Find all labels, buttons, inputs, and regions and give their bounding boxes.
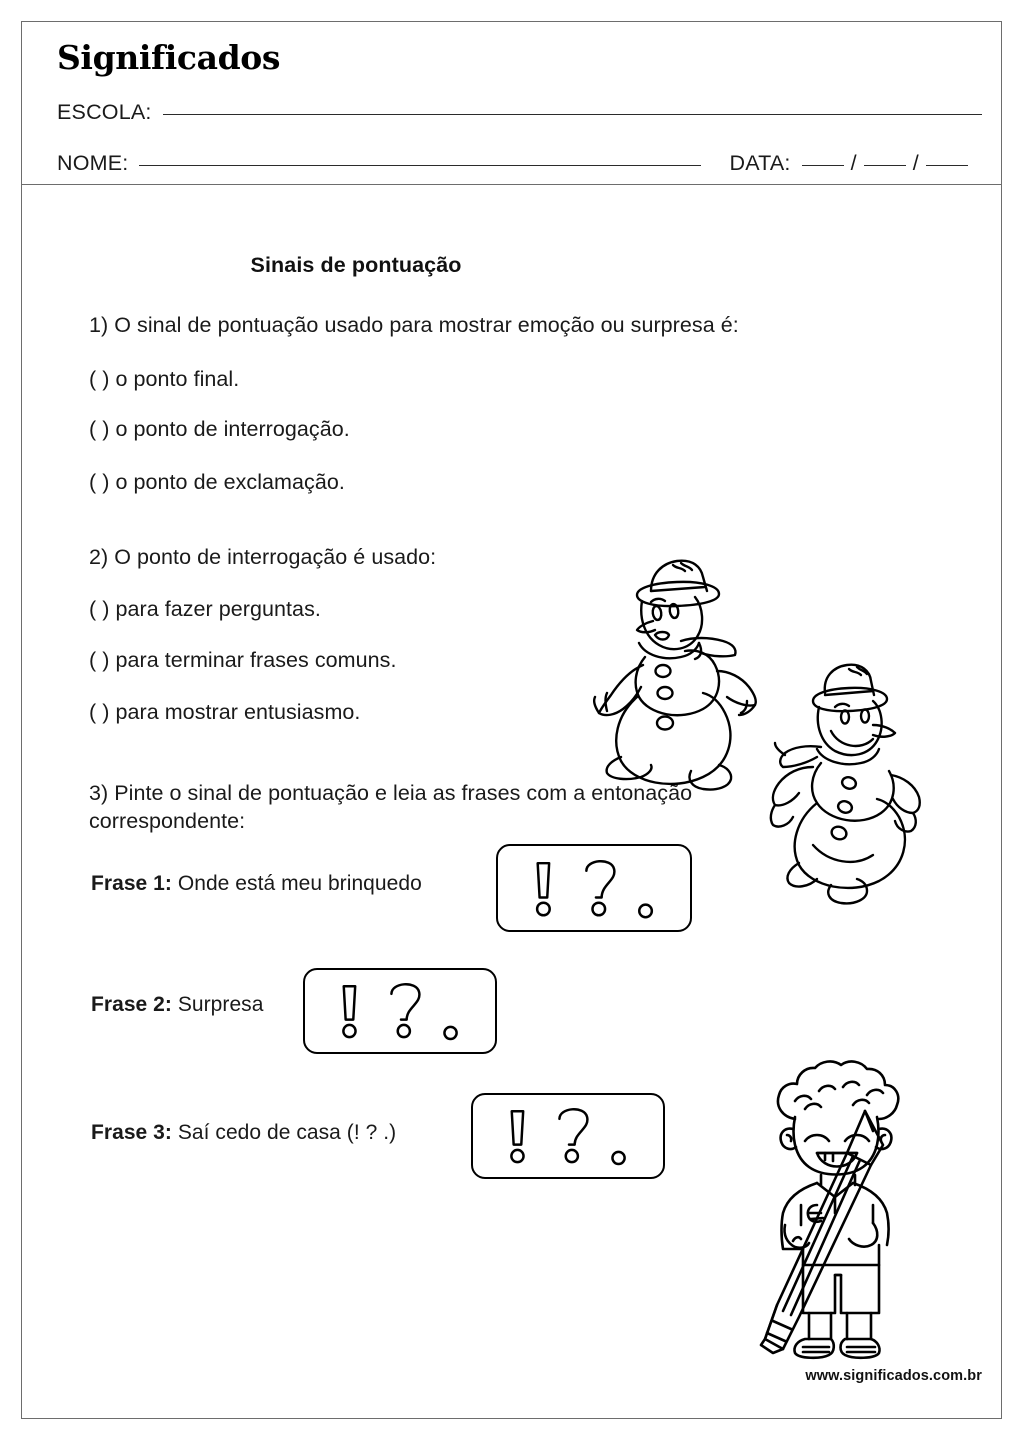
brand-logo: Significados (57, 38, 281, 77)
exclamation-dot (537, 903, 550, 916)
question-1-option-2[interactable]: ( ) o ponto de interrogação. (89, 417, 350, 441)
boy-with-pencil-illustration (743, 1053, 941, 1365)
exclamation-bar (538, 863, 549, 897)
exclamation-bar (512, 1111, 523, 1144)
question-hook (391, 984, 419, 1019)
question-dot (398, 1025, 410, 1037)
question-2-option-1[interactable]: ( ) para fazer perguntas. (89, 597, 321, 621)
question-dot (566, 1150, 578, 1162)
nome-field-row (57, 151, 982, 176)
exclamation-dot (343, 1025, 355, 1037)
escola-label: ESCOLA: (57, 100, 152, 124)
period-dot (444, 1027, 456, 1039)
worksheet-title: Sinais de pontuação (250, 253, 462, 277)
question-2-option-3[interactable]: ( ) para mostrar entusiasmo. (89, 700, 361, 724)
data-month-blank[interactable] (864, 165, 906, 166)
frase-2-punctuation-box[interactable] (303, 968, 497, 1054)
escola-input-line[interactable] (163, 114, 982, 115)
data-label: DATA: (729, 151, 791, 175)
exclamation-dot (511, 1150, 523, 1162)
date-separator-2: / (912, 151, 919, 175)
data-day-blank[interactable] (802, 165, 844, 166)
frase-2-label: Frase 2: (91, 993, 172, 1016)
worksheet-body (21, 185, 1002, 1419)
period-dot (612, 1152, 624, 1164)
exclamation-bar (344, 986, 355, 1019)
nome-label: NOME: (57, 151, 129, 175)
frase-1-row (91, 872, 422, 896)
question-1-option-3[interactable]: ( ) o ponto de exclamação. (89, 470, 345, 494)
frase-3-text: Saí cedo de casa (! ? .) (171, 1121, 397, 1144)
frase-3-punctuation-box[interactable] (471, 1093, 665, 1179)
worksheet-header (21, 21, 1002, 185)
frase-3-label: Frase 3: (91, 1121, 172, 1144)
frase-3-row (91, 1121, 396, 1145)
question-1-prompt: 1) O sinal de pontuação usado para mostrar emoção ou surpresa é: (89, 313, 739, 337)
footer-url[interactable]: www.significados.com.br (805, 1368, 982, 1384)
snowmen-illustration (577, 545, 947, 915)
nome-input-line[interactable] (139, 165, 701, 166)
data-field-group (729, 151, 968, 176)
frase-2-row (91, 993, 263, 1017)
frase-1-label: Frase 1: (91, 872, 172, 895)
question-3-prompt: 3) Pinte o sinal de pontuação e leia as frases com a entonação correspondente: (89, 781, 693, 834)
frase-1-text: Onde está meu brinquedo (171, 872, 422, 895)
escola-field-row (57, 100, 982, 125)
question-hook (559, 1109, 587, 1144)
date-separator-1: / (850, 151, 857, 175)
question-2-prompt: 2) O ponto de interrogação é usado: (89, 545, 437, 569)
question-2-option-2[interactable]: ( ) para terminar frases comuns. (89, 648, 397, 672)
question-1-option-1[interactable]: ( ) o ponto final. (89, 367, 240, 391)
frase-2-text: Surpresa (171, 993, 264, 1016)
data-year-blank[interactable] (926, 165, 968, 166)
